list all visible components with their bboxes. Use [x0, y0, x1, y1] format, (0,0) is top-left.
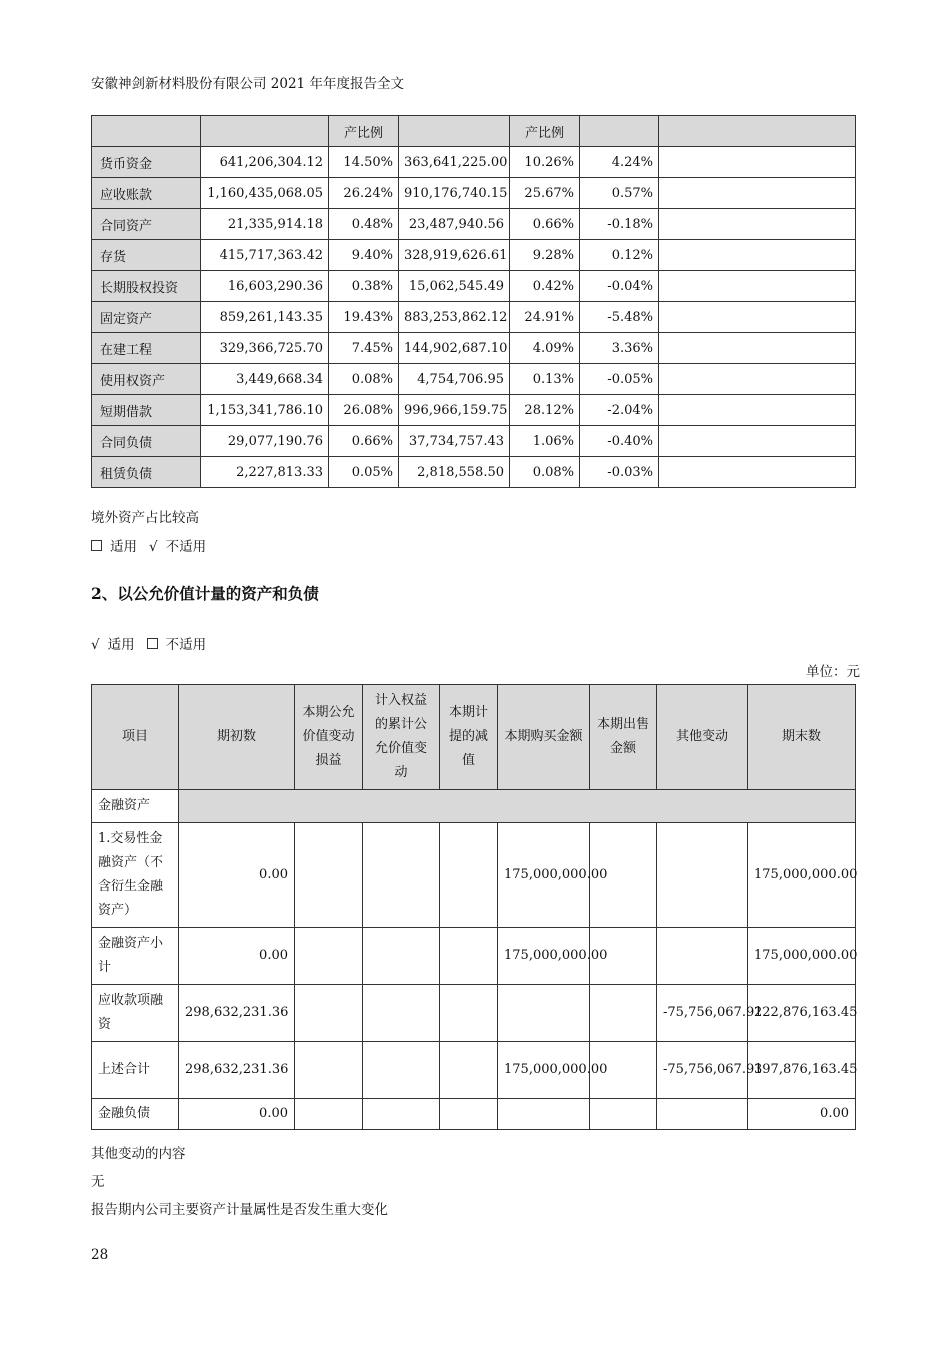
cell-begin-amount: 883,253,862.12 [399, 302, 510, 333]
cell-change: 0.12% [580, 240, 659, 271]
row-end: 175,000,000.00 [748, 823, 856, 928]
cell-note [659, 209, 856, 240]
table-row [92, 1099, 856, 1130]
cell-note [659, 178, 856, 209]
cell-end-ratio: 0.08% [329, 364, 399, 395]
row-end: 222,876,163.45 [748, 985, 856, 1042]
table-row [92, 985, 856, 1042]
table-row [92, 1042, 856, 1099]
cell-note [659, 426, 856, 457]
row-begin: 298,632,231.36 [179, 985, 295, 1042]
table-header-row [92, 116, 856, 147]
header-sale: 本期出售金额 [590, 685, 657, 790]
header-other: 其他变动 [657, 685, 748, 790]
cell-item: 长期股权投资 [92, 271, 201, 302]
cell-begin-amount: 328,919,626.61 [399, 240, 510, 271]
cell-end-ratio: 19.43% [329, 302, 399, 333]
cell-end-amount: 21,335,914.18 [201, 209, 329, 240]
cell-begin-ratio: 4.09% [510, 333, 580, 364]
section-label: 金融资产 [92, 790, 179, 823]
overseas-applicability [91, 535, 206, 555]
cell-end-ratio: 26.08% [329, 395, 399, 426]
cell-end-amount: 3,449,668.34 [201, 364, 329, 395]
cell-note [659, 457, 856, 488]
unit-label: 单位：元 [806, 664, 860, 680]
row-begin: 0.00 [179, 1099, 295, 1130]
cell-item: 固定资产 [92, 302, 201, 333]
cell-end-amount: 415,717,363.42 [201, 240, 329, 271]
cell-end-ratio: 9.40% [329, 240, 399, 271]
cell-note [659, 302, 856, 333]
cell-begin-ratio: 0.13% [510, 364, 580, 395]
cell-note [659, 333, 856, 364]
table-row [92, 457, 856, 488]
cell-begin-amount: 910,176,740.15 [399, 178, 510, 209]
header-item: 项目 [92, 685, 179, 790]
cell-end-amount: 641,206,304.12 [201, 147, 329, 178]
cell-note [659, 240, 856, 271]
row-end: 175,000,000.00 [748, 928, 856, 985]
cell-end-amount: 329,366,725.70 [201, 333, 329, 364]
cell-change: -0.40% [580, 426, 659, 457]
page-number: 28 [91, 1247, 109, 1263]
cell-end-amount: 859,261,143.35 [201, 302, 329, 333]
cell-item: 应收账款 [92, 178, 201, 209]
section-heading: 2、以公允价值计量的资产和负债 [91, 584, 319, 603]
row-item: 金融资产小计 [92, 928, 179, 985]
header-fv-change: 本期公允价值变动损益 [295, 685, 363, 790]
checkbox-empty-icon [147, 638, 158, 649]
table-row [92, 928, 856, 985]
row-purchase: 175,000,000.00 [498, 823, 590, 928]
row-end: 0.00 [748, 1099, 856, 1130]
check-mark-icon: √ [149, 539, 158, 555]
cell-begin-amount: 144,902,687.10 [399, 333, 510, 364]
cell-begin-amount: 2,818,558.50 [399, 457, 510, 488]
cell-end-amount: 16,603,290.36 [201, 271, 329, 302]
header-cum-fv: 计入权益的累计公允价值变动 [363, 685, 440, 790]
cell-begin-amount: 15,062,545.49 [399, 271, 510, 302]
table-row [92, 147, 856, 178]
cell-change: 0.57% [580, 178, 659, 209]
cell-change: -5.48% [580, 302, 659, 333]
cell-begin-ratio: 0.08% [510, 457, 580, 488]
header-cell [659, 116, 856, 147]
header-cell [201, 116, 329, 147]
table-row [92, 178, 856, 209]
check-mark-icon: √ [91, 637, 100, 653]
row-item: 应收款项融资 [92, 985, 179, 1042]
table-row [92, 395, 856, 426]
row-item: 金融负债 [92, 1099, 179, 1130]
row-item: 1.交易性金融资产（不含衍生金融资产） [92, 823, 179, 928]
overseas-assets-label: 境外资产占比较高 [91, 510, 199, 526]
table-row [92, 271, 856, 302]
table-row [92, 790, 856, 823]
cell-end-ratio: 14.50% [329, 147, 399, 178]
header-cell: 产比例 [510, 116, 580, 147]
row-purchase [498, 985, 590, 1042]
row-begin: 0.00 [179, 928, 295, 985]
cell-begin-ratio: 10.26% [510, 147, 580, 178]
row-other: -75,756,067.91 [657, 985, 748, 1042]
table-row [92, 333, 856, 364]
header-impairment: 本期计提的减值 [440, 685, 498, 790]
other-changes-value: 无 [91, 1174, 105, 1190]
cell-item: 合同资产 [92, 209, 201, 240]
cell-end-ratio: 26.24% [329, 178, 399, 209]
cell-change: -0.05% [580, 364, 659, 395]
cell-end-ratio: 0.66% [329, 426, 399, 457]
cell-change: -0.03% [580, 457, 659, 488]
cell-note [659, 364, 856, 395]
cell-end-ratio: 0.48% [329, 209, 399, 240]
row-item: 上述合计 [92, 1042, 179, 1099]
header-purchase: 本期购买金额 [498, 685, 590, 790]
header-cell [580, 116, 659, 147]
cell-change: -0.18% [580, 209, 659, 240]
page-header: 安徽神剑新材料股份有限公司 2021 年年度报告全文 [91, 76, 404, 92]
cell-end-ratio: 0.38% [329, 271, 399, 302]
cell-begin-ratio: 9.28% [510, 240, 580, 271]
cell-end-amount: 29,077,190.76 [201, 426, 329, 457]
applicable-label: 适用 [110, 539, 137, 555]
asset-composition-table [91, 115, 856, 488]
cell-begin-ratio: 24.91% [510, 302, 580, 333]
cell-end-ratio: 0.05% [329, 457, 399, 488]
other-changes-label: 其他变动的内容 [91, 1146, 186, 1162]
fair-value-table [91, 684, 856, 1130]
table-row [92, 364, 856, 395]
cell-item: 租赁负债 [92, 457, 201, 488]
checkbox-empty-icon [91, 540, 102, 551]
row-other [657, 1099, 748, 1130]
header-end: 期末数 [748, 685, 856, 790]
header-cell [92, 116, 201, 147]
table-row [92, 240, 856, 271]
cell-begin-amount: 996,966,159.75 [399, 395, 510, 426]
cell-change: -0.04% [580, 271, 659, 302]
cell-item: 使用权资产 [92, 364, 201, 395]
cell-change: 4.24% [580, 147, 659, 178]
row-other: -75,756,067.91 [657, 1042, 748, 1099]
cell-begin-ratio: 28.12% [510, 395, 580, 426]
header-cell: 产比例 [329, 116, 399, 147]
cell-begin-amount: 37,734,757.43 [399, 426, 510, 457]
cell-end-ratio: 7.45% [329, 333, 399, 364]
fair-value-applicability [91, 633, 206, 653]
table-row [92, 426, 856, 457]
cell-note [659, 271, 856, 302]
section-fill [179, 790, 856, 823]
cell-change: -2.04% [580, 395, 659, 426]
cell-change: 3.36% [580, 333, 659, 364]
row-begin: 0.00 [179, 823, 295, 928]
cell-item: 在建工程 [92, 333, 201, 364]
row-purchase: 175,000,000.00 [498, 1042, 590, 1099]
table-row [92, 823, 856, 928]
row-other [657, 823, 748, 928]
row-begin: 298,632,231.36 [179, 1042, 295, 1099]
row-other [657, 928, 748, 985]
cell-note [659, 395, 856, 426]
cell-note [659, 147, 856, 178]
cell-end-amount: 1,160,435,068.05 [201, 178, 329, 209]
cell-begin-amount: 363,641,225.00 [399, 147, 510, 178]
not-applicable-label: 不适用 [165, 637, 207, 653]
cell-begin-amount: 4,754,706.95 [399, 364, 510, 395]
cell-item: 短期借款 [92, 395, 201, 426]
cell-item: 合同负债 [92, 426, 201, 457]
cell-item: 货币资金 [92, 147, 201, 178]
header-begin: 期初数 [179, 685, 295, 790]
row-end: 397,876,163.45 [748, 1042, 856, 1099]
cell-item: 存货 [92, 240, 201, 271]
cell-begin-ratio: 25.67% [510, 178, 580, 209]
header-cell [399, 116, 510, 147]
cell-end-amount: 1,153,341,786.10 [201, 395, 329, 426]
row-purchase [498, 1099, 590, 1130]
not-applicable-label: 不适用 [165, 539, 207, 555]
table-header-row [92, 685, 856, 790]
cell-begin-ratio: 0.66% [510, 209, 580, 240]
cell-begin-ratio: 1.06% [510, 426, 580, 457]
cell-end-amount: 2,227,813.33 [201, 457, 329, 488]
measurement-question: 报告期内公司主要资产计量属性是否发生重大变化 [91, 1202, 388, 1218]
row-purchase: 175,000,000.00 [498, 928, 590, 985]
cell-begin-amount: 23,487,940.56 [399, 209, 510, 240]
applicable-label: 适用 [107, 637, 135, 653]
cell-begin-ratio: 0.42% [510, 271, 580, 302]
table-row [92, 302, 856, 333]
table-row [92, 209, 856, 240]
